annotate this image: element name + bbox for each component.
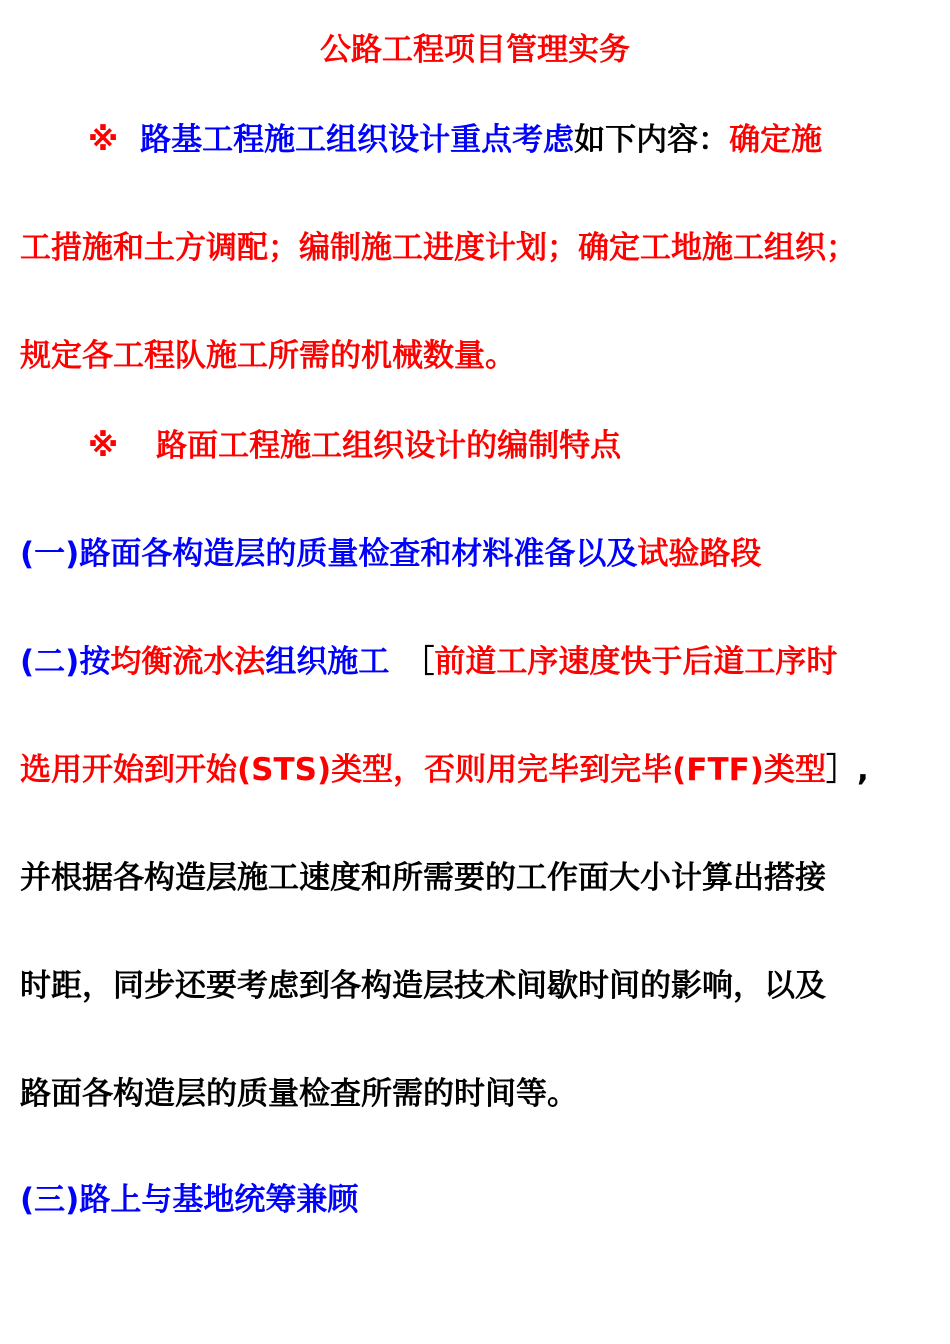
item2-line2 (20, 748, 869, 792)
document-title: 公路工程项目管理实务 (320, 32, 630, 68)
bracket-open: ［ (403, 644, 435, 680)
item3-number: (三) (20, 1182, 80, 1218)
section2-heading-line (88, 424, 621, 468)
item1-text: 路面各构造层的质量检查和材料准备以及 (79, 536, 638, 572)
item2-number: (二) (20, 644, 80, 680)
item3-text: 路上与基地统筹兼顾 (79, 1182, 359, 1218)
item2-text-b: 组织施工 (265, 644, 390, 680)
section1-line1 (88, 118, 822, 162)
item2-note-end: 选用开始到开始(STS)类型，否则用完毕到完毕(FTF)类型 (20, 752, 826, 788)
section1-line3: 规定各工程队施工所需的机械数量。 (20, 338, 516, 374)
reference-mark: ※ (88, 122, 119, 158)
section1-content-start: 确定施 (729, 122, 823, 158)
item1-number: (一) (20, 536, 80, 572)
item3-line (20, 1178, 358, 1222)
item2-body-line3: 路面各构造层的质量检查所需的时间等。 (20, 1076, 578, 1112)
section1-intro: 如下内容： (574, 122, 730, 158)
item2-body-line1: 并根据各构造层施工速度和所需要的工作面大小计算出搭接 (20, 860, 826, 896)
item1-highlight: 试验路段 (637, 536, 762, 572)
item1-line (20, 532, 761, 576)
section1-line2: 工措施和土方调配；编制施工进度计划；确定工地施工组织； (20, 230, 857, 266)
bracket-close: ］, (825, 752, 869, 788)
section1-heading: 路基工程施工组织设计重点考虑 (140, 122, 575, 158)
item2-line1 (20, 640, 837, 684)
section2-heading: 路面工程施工组织设计的编制特点 (156, 428, 622, 464)
item2-note-start: 前道工序速度快于后道工序时 (434, 644, 838, 680)
item2-highlight: 均衡流水法 (110, 644, 266, 680)
item2-text-a: 按 (79, 644, 111, 680)
reference-mark: ※ (88, 428, 119, 464)
item2-body-line2: 时距，同步还要考虑到各构造层技术间歇时间的影响，以及 (20, 968, 826, 1004)
